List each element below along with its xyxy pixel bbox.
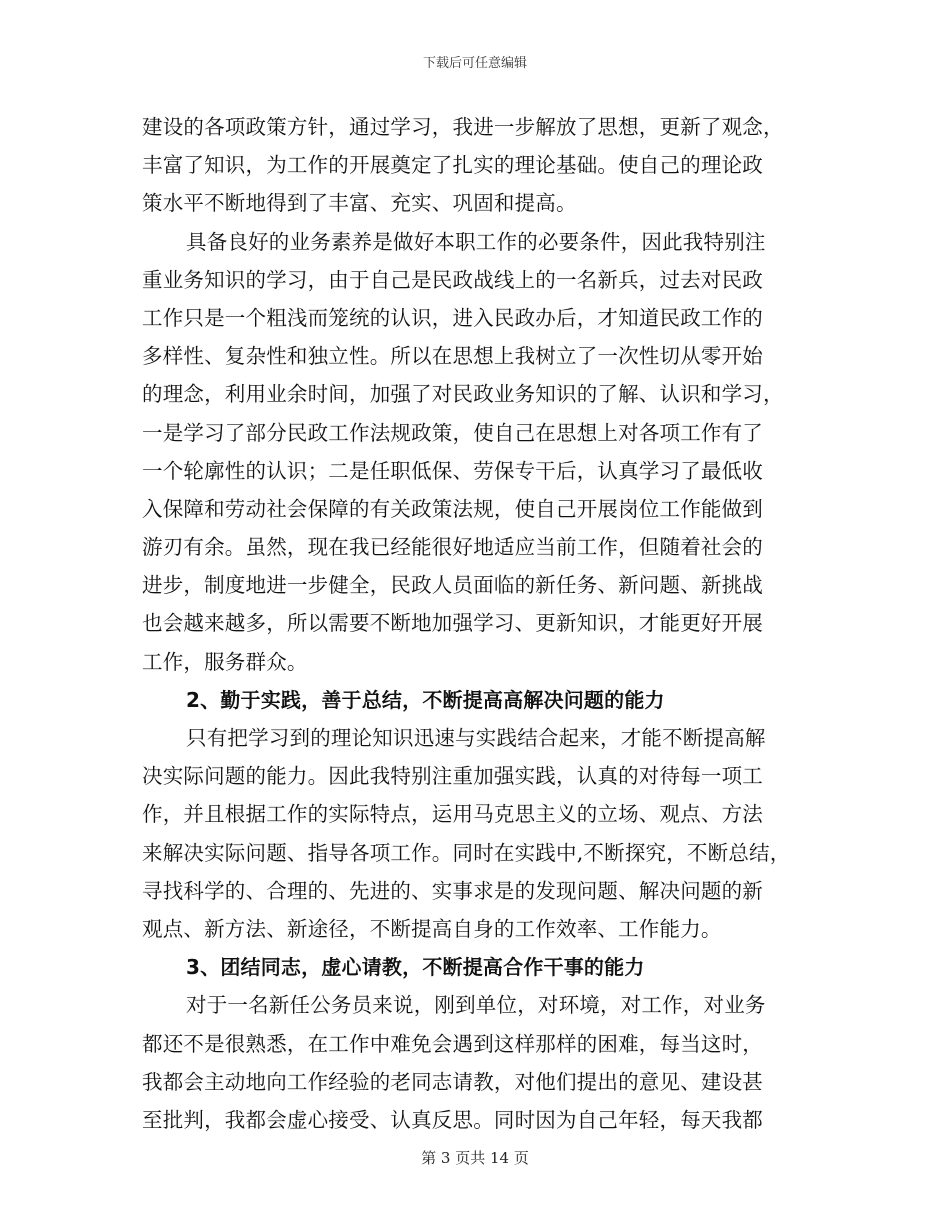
text-line: 具备良好的业务素养是做好本职工作的必要条件，因此我特别注 (186, 229, 766, 254)
text-line: 工作，服务群众。 (142, 649, 308, 674)
section-heading: 3、团结同志，虚心请教，不断提高合作干事的能力 (186, 955, 645, 980)
text-line: 进步，制度地进一步健全，民政人员面临的新任务、新问题、新挑战 (142, 573, 763, 598)
text-line: 多样性、复杂性和独立性。所以在思想上我树立了一次性切从零开始 (142, 344, 763, 369)
text-line: 都还不是很熟悉，在工作中难免会遇到这样那样的困难，每当这时， (142, 1031, 763, 1056)
text-line: 建设的各项政策方针，通过学习，我进一步解放了思想，更新了观念， (142, 115, 784, 139)
text-line: 入保障和劳动社会保障的有关政策法规，使自己开展岗位工作能做到 (142, 496, 763, 521)
document-body (142, 108, 812, 1139)
text-line: 寻找科学的、合理的、先进的、实事求是的发现问题、解决问题的新 (142, 878, 763, 903)
text-line: 丰富了知识，为工作的开展奠定了扎实的理论基础。使自己的理论政 (142, 153, 763, 178)
text-line: 的理念，利用业余时间，加强了对民政业务知识的了解、认识和学习， (142, 382, 784, 407)
page-header: 下载后可任意编辑 (422, 56, 527, 71)
text-line: 一是学习了部分民政工作法规政策，使自己在思想上对各项工作有了 (142, 420, 763, 445)
text-line: 作，并且根据工作的实际特点，运用马克思主义的立场、观点、方法 (142, 802, 763, 827)
text-line: 观点、新方法、新途径，不断提高自身的工作效率、工作能力。 (142, 916, 722, 941)
text-line: 对于一名新任公务员来说，刚到单位，对环境，对工作，对业务 (186, 993, 766, 1018)
text-line: 来解决实际问题、指导各项工作。同时在实践中,不断探究，不断总结， (142, 840, 791, 865)
text-line: 也会越来越多，所以需要不断地加强学习、更新知识，才能更好开展 (142, 611, 763, 636)
text-line: 我都会主动地向工作经验的老同志请教，对他们提出的意见、建设甚 (142, 1069, 763, 1094)
text-line: 至批判，我都会虚心接受、认真反思。同时因为自己年轻，每天我都 (142, 1107, 763, 1132)
text-line: 决实际问题的能力。因此我特别注重加强实践，认真的对待每一项工 (142, 764, 763, 789)
page-footer: 第 3 页共 14 页 (421, 1149, 529, 1167)
text-line: 游刃有余。虽然，现在我已经能很好地适应当前工作，但随着社会的 (142, 535, 763, 560)
text-line: 策水平不断地得到了丰富、充实、巩固和提高。 (142, 191, 577, 216)
text-line: 只有把学习到的理论知识迅速与实践结合起来，才能不断提高解 (186, 726, 766, 750)
text-line: 工作只是一个粗浅而笼统的认识，进入民政办后，才知道民政工作的 (142, 305, 763, 330)
text-line: 一个轮廓性的认识；二是任职低保、劳保专干后，认真学习了最低收 (142, 458, 763, 483)
section-heading: 2、勤于实践，善于总结，不断提高高解决问题的能力 (186, 687, 665, 712)
text-line: 重业务知识的学习，由于自己是民政战线上的一名新兵，过去对民政 (142, 267, 763, 292)
